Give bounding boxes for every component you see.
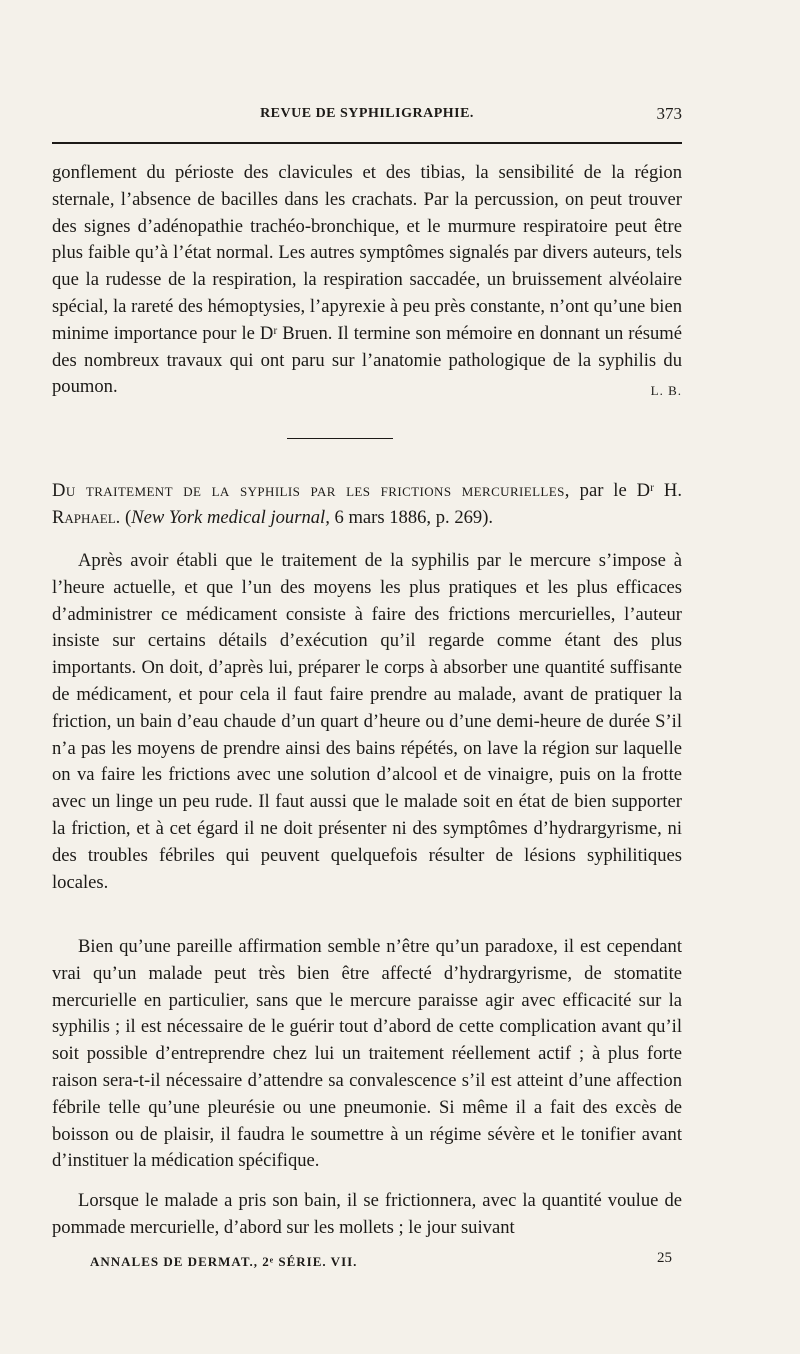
- paragraph-1: [52, 160, 682, 405]
- running-title: REVUE DE SYPHILIGRAPHIE.: [260, 106, 474, 121]
- section-author: H. Raphael.: [52, 480, 682, 528]
- paragraph-3: Bien qu’une pareille affirmation semble n’être qu’un paradoxe, il est cependant vrai qu’un malade peut très bien être affecté d’hydrargyrisme, de stomatite mercurielle en particulier, sans que le mercure paraisse agir avec efficacité sur la syphilis ; il est nécessaire de le guérir tout d’abord de cette complication avant qu’il soit possible d’entreprendre chez lui un traitement réellement actif ; à plus forte raison sera-t-il nécessaire d’attendre sa convalescence s’il est atteint d’une affection fébrile telle qu’une pleurésie ou une pneumonie. Si même il a fait des excès de boisson ou de plaisir, il faudra le soumettre à un régime sévère et le tonifier avant d’instituer la médication spécifique.: [52, 936, 682, 1172]
- paragraph-2: Après avoir établi que le traitement de la syphilis par le mercure s’impose à l’heure actuelle, et que l’un des moyens les plus pratiques et les plus efficaces d’administrer ce médicament consiste à faire des frictions mercurielles, l’auteur insiste sur certains détails d’exécution qu’il regarde comme étant des plus importants. On doit, d’après lui, préparer le corps à absorber une quantité suffisante de médicament, et pour cela il faut faire prendre au malade, avant de pratiquer la friction, un bain d’eau chaude d’un quart d’heure ou d’une demi-heure de durée S’il n’a pas les moyens de prendre ainsi des bains répétés, on lave la région sur laquelle on va faire les frictions avec une solution d’alcool et de vinaigre, puis on la frotte avec un linge un peu rude. Il faut aussi que le malade soit en état de bien supporter la friction, et à cet égard il ne doit présenter ni des symptômes d’hydrargyrisme, ni des troubles fébriles qui peuvent quelquefois résulter de lésions syphilitiques locales.: [52, 550, 682, 893]
- page-header: [52, 106, 682, 130]
- section-title: [52, 478, 682, 532]
- journal-name: New York medical journal,: [131, 506, 330, 528]
- footer-journal-signature: ANNALES DE DERMAT., 2ᵉ SÉRIE. VII.: [90, 1254, 358, 1269]
- page-footer: [52, 1250, 682, 1272]
- footer-signature-number: 25: [657, 1250, 672, 1266]
- section-title-par: par le Dʳ: [569, 480, 664, 501]
- page-number: 373: [656, 104, 682, 123]
- section-title-text: Du traitement de la syphilis par les frictions mercurielles,: [52, 480, 570, 501]
- paragraph-1-text: gonflement du périoste des clavicules et des tibias, la sensibilité de la région sternale, l’absence de bacilles dans les crachats. Par la percussion, on peut trouver des signes d’adénopathie trachéo-bronchique, et le murmure respiratoire peut être plus faible qu’à l’état normal. Les autres symptômes signalés par divers auteurs, tels que la rudesse de la respiration, la respiration saccadée, un bruissement alvéolaire spécial, la rareté des hémoptysies, l’apyrexie à peu près constante, n’ont qu’une bien minime importance pour le Dʳ Bruen. Il termine son mémoire en donnant un résumé des nombreux travaux qui ont paru sur l’anatomie pathologique de la syphilis du poumon.: [52, 162, 682, 398]
- section-divider: [287, 438, 393, 439]
- header-rule: [52, 142, 682, 144]
- paragraph-4: Lorsque le malade a pris son bain, il se frictionnera, avec la quantité voulue de pommade mercurielle, d’abord sur les mollets ; le jour suivant: [52, 1190, 682, 1238]
- citation-details: 6 mars 1886, p. 269).: [329, 506, 494, 528]
- citation-open-paren: (: [120, 506, 132, 528]
- signoff-initials: L. B.: [650, 383, 682, 399]
